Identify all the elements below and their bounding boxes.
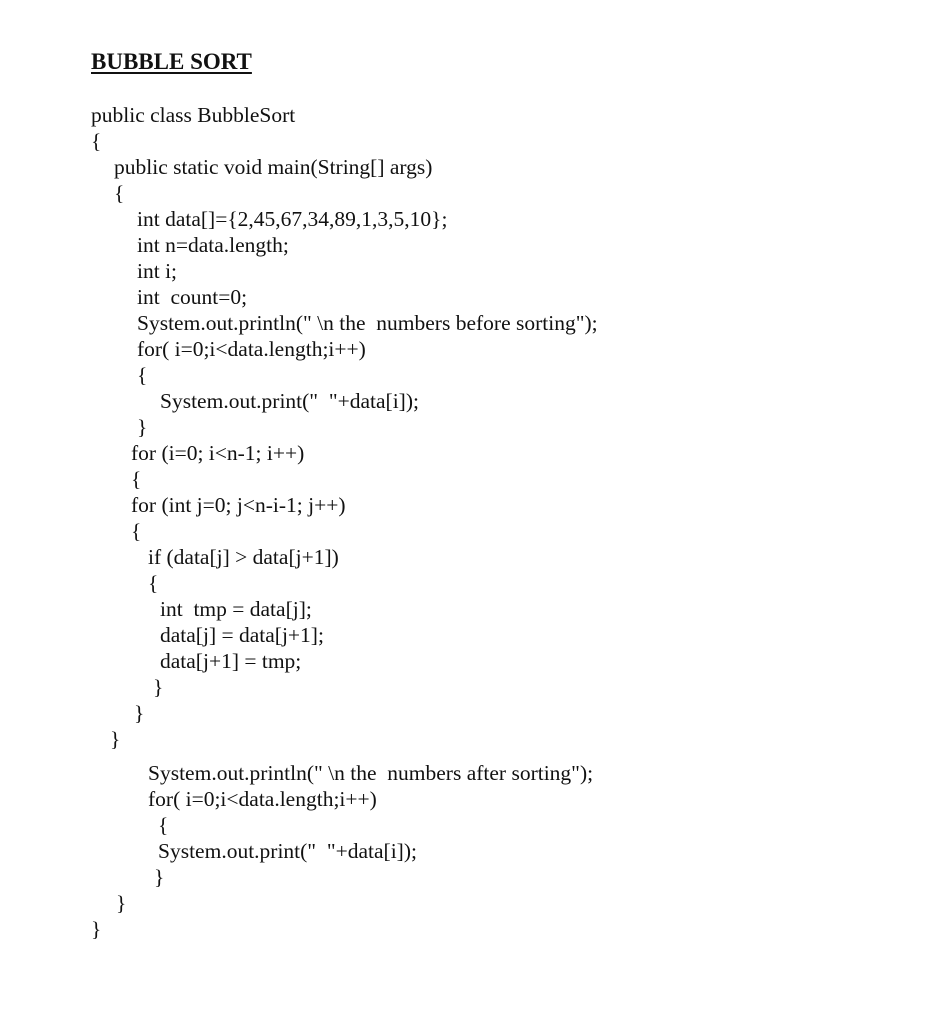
code-line: System.out.print(" "+data[i]); [160, 389, 419, 413]
code-line: } [137, 415, 148, 439]
code-line: { [137, 363, 148, 387]
code-line: } [134, 701, 145, 725]
code-line: { [114, 181, 125, 205]
code-line: data[j+1] = tmp; [160, 649, 302, 673]
code-line: } [153, 675, 164, 699]
code-line: { [131, 519, 142, 543]
code-line: System.out.print(" "+data[i]); [158, 839, 417, 863]
code-line: public class BubbleSort [91, 103, 296, 127]
code-line: for (i=0; i<n-1; i++) [131, 441, 305, 465]
code-line: int i; [137, 259, 178, 283]
code-line: for( i=0;i<data.length;i++) [148, 787, 377, 811]
code-line: public static void main(String[] args) [114, 155, 433, 179]
code-line: { [91, 129, 102, 153]
code-line: int n=data.length; [137, 233, 289, 257]
code-line: } [154, 865, 165, 889]
code-line: { [148, 571, 159, 595]
code-line: data[j] = data[j+1]; [160, 623, 324, 647]
code-line: if (data[j] > data[j+1]) [148, 545, 339, 569]
code-line: } [116, 891, 127, 915]
code-line: int data[]={2,45,67,34,89,1,3,5,10}; [137, 207, 448, 231]
code-line: int tmp = data[j]; [160, 597, 312, 621]
code-line: for (int j=0; j<n-i-1; j++) [131, 493, 346, 517]
code-line: } [91, 917, 102, 941]
code-line: } [110, 727, 121, 751]
code-line: { [158, 813, 169, 837]
code-line: for( i=0;i<data.length;i++) [137, 337, 366, 361]
code-line: System.out.println(" \n the numbers before sorting"); [137, 311, 598, 335]
code-line: System.out.println(" \n the numbers after sorting"); [148, 761, 594, 785]
page-title: BUBBLE SORT [91, 49, 252, 74]
code-line: int count=0; [137, 285, 248, 309]
code-line: { [131, 467, 142, 491]
